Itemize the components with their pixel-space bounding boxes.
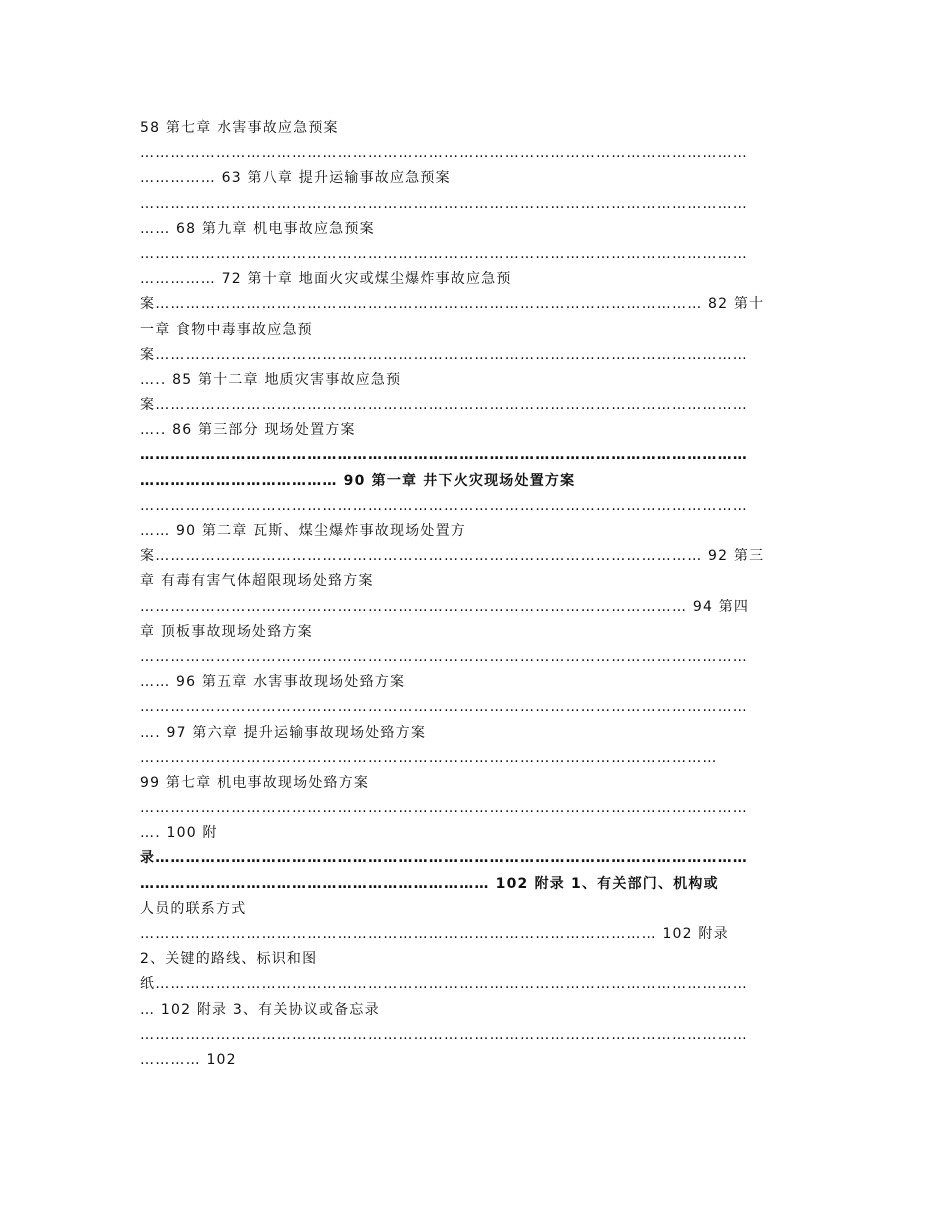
toc-line: ………………………………………………………………………………………………………… [140, 699, 748, 716]
toc-line: 章 顶板事故现场处臵方案 [140, 623, 313, 640]
toc-line: 一章 食物中毒事故应急预 [140, 321, 313, 338]
toc-line: ……………………………………………………………………………………………… 94 第四 [140, 598, 750, 615]
table-of-contents [140, 116, 808, 1073]
toc-line: 章 有毒有害气体超限现场处臵方案 [140, 573, 374, 590]
toc-line: …………………………………………………………… 102 附录 1、有关部门、机构或 [140, 875, 719, 892]
toc-line: ………………………………………………………………………………………………………… [140, 145, 748, 162]
toc-line: …. 97 第六章 提升运输事故现场处臵方案 [140, 724, 427, 741]
toc-line: 案……………………………………………………………………………………………………… [140, 346, 748, 363]
toc-line: ….. 85 第十二章 地质灾害事故应急预 [140, 371, 402, 388]
toc-line: ………… 102 [140, 1051, 237, 1068]
toc-line: ………………………………………………………………………………………………………… [140, 648, 748, 665]
toc-line: …… 68 第九章 机电事故应急预案 [140, 220, 375, 237]
toc-line: 58 第七章 水害事故应急预案 [140, 120, 339, 136]
toc-line: …………………………………………………………………………………………………… [140, 749, 718, 766]
toc-line: ………………………………………………………………………………………………………… [140, 800, 748, 817]
toc-line: ………………………………………………………………………………………………………… [140, 447, 748, 464]
toc-line: …. 100 附 [140, 825, 218, 842]
toc-line: …… 96 第五章 水害事故现场处臵方案 [140, 674, 406, 691]
toc-line: 2、关键的路线、标识和图 [140, 951, 318, 968]
toc-line: ………………………………… 90 第一章 井下火灾现场处置方案 [140, 472, 576, 489]
toc-line: ………………………………………………………………………………………………………… [140, 195, 748, 212]
toc-line: 人员的联系方式 [140, 900, 247, 917]
toc-line: … 102 附录 3、有关协议或备忘录 [140, 1001, 380, 1018]
toc-line: …………… 63 第八章 提升运输事故应急预案 [140, 170, 451, 187]
toc-line: ………………………………………………………………………………………………………… [140, 245, 748, 262]
toc-line: ………………………………………………………………………………………………………… [140, 1026, 748, 1043]
toc-line: 案……………………………………………………………………………………………… 82 第十 [140, 296, 765, 313]
toc-line: 案……………………………………………………………………………………………………… [140, 397, 748, 414]
toc-line: 纸……………………………………………………………………………………………………… [140, 976, 748, 993]
toc-line: …… 90 第二章 瓦斯、煤尘爆炸事故现场处置方 [140, 523, 466, 539]
toc-line: …………… 72 第十章 地面火灾或煤尘爆炸事故应急预 [140, 271, 512, 288]
toc-line: 99 第七章 机电事故现场处臵方案 [140, 774, 370, 791]
toc-line: ………………………………………………………………………………………………………… [140, 497, 748, 514]
toc-line: ………………………………………………………………………………………… 102 附录 [140, 926, 729, 942]
toc-line: ….. 86 第三部分 现场处置方案 [140, 422, 356, 439]
toc-line: 案……………………………………………………………………………………………… 92 第三 [140, 548, 765, 565]
toc-line: 录……………………………………………………………………………………………………… [140, 850, 748, 867]
